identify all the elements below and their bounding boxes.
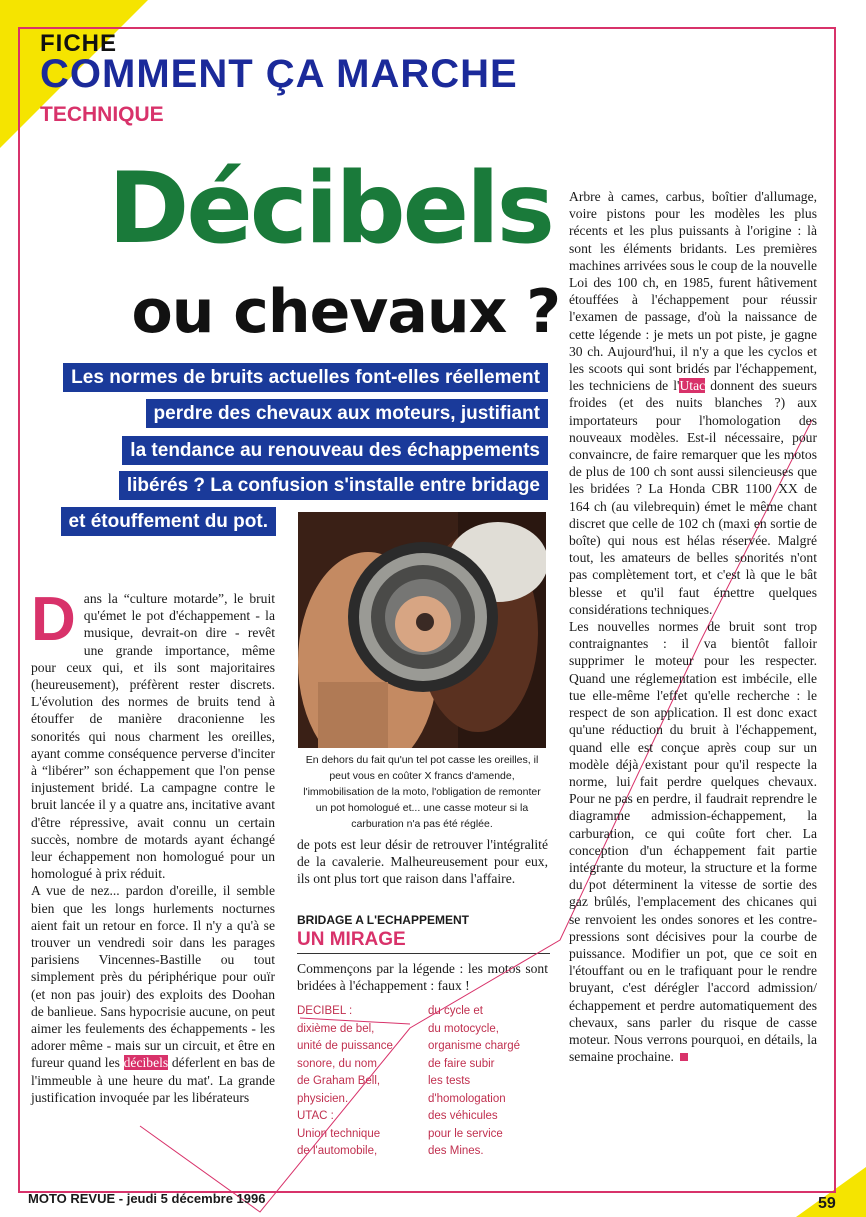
col3-paragraph-1-end: donnent des sueurs froides (et des nuits blanches ?) aux importateurs pour l'homologation des nouveaux modèles. Est-il nécessaire, pour convaincre, de faire remarquer que les motos de plus de 100 ch sont aussi silencieuses que les bridées ? La Honda CBR 1100 XX de 164 ch (au vilebrequin) émet le même chant discret que celle de 102 ch (maxi en sortie de boîte) qui nous est hélas réservée. Malgré tout, les amateurs de belles sonorités n'ont pas complètement tort, et c'est là que le bât blesse et qu'il faut émettre quelques considérations techniques. — [569, 378, 817, 617]
footer-issue: MOTO REVUE - jeudi 5 décembre 1996 — [28, 1191, 266, 1206]
glossary-line: sonore, du nom — [297, 1057, 377, 1070]
photo-caption: En dehors du fait qu'un tel pot casse les oreilles, il peut vous en coûter X francs d'amende, l'immobilisation de la moto, l'obligation de remonter un pot homologué et... une casse moteur si la carburation n'a pas été réglée. — [303, 754, 541, 830]
highlight-utac: Utac — [679, 378, 706, 394]
col2-text-2: Commençons par la légende : les motos sont bridées à l'échappement : faux ! — [297, 961, 548, 994]
article-subtitle: ou chevaux ? — [131, 277, 560, 347]
lead-line-5: et étouffement du pot. — [61, 507, 276, 536]
glossary-line: les tests — [428, 1075, 471, 1087]
drop-cap: D — [31, 585, 76, 654]
col1-paragraph-2-start: A vue de nez... pardon d'oreille, il semble bien que les longs hurlements nocturnes aient fait un retour en force. Il n'y a qu'à se trouver un vendredi soir dans les parages parisiens Vincennes-Bastille ou tout simplement près du périphérique pour ouïr (et non pas jouir) des exploits des Doohan de banlieue. Sans hypocrisie aucune, on peut aimer les feulements des échappements - les adorer même - mais sur un circuit, et être en fureur quand les — [31, 883, 275, 1071]
lead-line-1: Les normes de bruits actuelles font-elles réellement — [63, 363, 548, 392]
glossary-line: physicien. — [297, 1092, 349, 1105]
glossary-line: du cycle et — [428, 1005, 483, 1017]
glossary-line: de l'automobile, — [297, 1145, 378, 1157]
section-label-comment: COMMENT ÇA MARCHE — [40, 52, 518, 96]
lead-line-3: la tendance au renouveau des échappements — [122, 436, 548, 465]
glossary-line: organisme chargé — [428, 1040, 521, 1052]
column-3 — [569, 188, 817, 1065]
glossary-line: des Mines. — [428, 1145, 484, 1157]
leader-line-utac — [300, 1018, 410, 1024]
highlight-decibels: décibels — [123, 1055, 169, 1071]
glossary-line: UTAC : — [297, 1110, 334, 1122]
lead-line-2: perdre des chevaux aux moteurs, justifiant — [146, 399, 548, 428]
page-number: 59 — [818, 1195, 836, 1212]
glossary-line: de faire subir — [428, 1057, 495, 1070]
glossary-line: unité de puissance — [297, 1040, 393, 1052]
subhead-big: UN MIRAGE — [297, 929, 406, 950]
glossary-line: de Graham Bell, — [297, 1075, 381, 1087]
glossary-line: dixième de bel, — [297, 1022, 375, 1035]
end-mark — [680, 1053, 688, 1061]
col1-paragraph-2-end: déferlent en bas de l'immeuble à une heure du mat'. La grande justification invoquée par les libérateurs — [31, 1055, 276, 1105]
glossary-line: DECIBEL : — [297, 1005, 353, 1017]
glossary-line: des véhicules — [428, 1110, 498, 1122]
glossary-line: d'homologation — [428, 1092, 506, 1105]
section-label-fiche: FICHE — [40, 30, 117, 57]
subhead-small: BRIDAGE A L'ECHAPPEMENT — [297, 913, 469, 927]
col3-paragraph-1-start: Arbre à cames, carbus, boîtier d'allumage, voire pistons pour les modèles les plus récents et les plus puissants à l'origine : là sont les éléments bridants. Les premières machines arrivées sous le coup de la nouvelle Loi des 100 ch, en 1985, furent hâtivement étouffées à l'échappement pour réussir l'examen de passage, d'où la naissance de cette légende : je mets un pot piste, je gagne 30 ch. Aujourd'hui, il n'y a que les cyclos et les scoots qui sont bridés par l'échappement, les techniciens de l' — [569, 189, 817, 394]
section-label-technique: TECHNIQUE — [40, 103, 164, 126]
article-title: Décibels — [107, 152, 553, 266]
col2-text-1: de pots est leur désir de retrouver l'intégralité de la cavalerie. Malheureusement pour eux, ils ont plus tort que raison dans l'affaire. — [297, 837, 548, 887]
col3-paragraph-2: Les nouvelles normes de bruit sont trop contraignantes : il va bientôt falloir supprimer le moteur pour les respecter. Quand une réglementation est imbécile, elle tue elle-même l'effet qu'elle recherche : le respect de son application. Il est donc exact qu'une réduction du bruit à l'échappement, quand elle est conçue après coup sur un modèle déjà existant pour qu'il respecte la norme, lui fait perdre quelques chevaux. Pour ne pas en perdre, il faudrait reprendre le diagramme admission-échappement, la carburation, ce qui coûte fort cher. La conception d'un échappement fait partie intégrante du moteur, la structure et la forme du pot déterminent la vitesse de sortie des gaz brûlés, l'emplacement des chicanes qui se renvoient les ondes sonores et les contre-pressions sont décisives pour la courbe de puissance. Modifier un pot, que ce soit en l'étouffant ou en le trafiquant pour le rendre bruyant, c'est dérégler l'accord admission/échappement et perdre automatiquement des chevaux, sans parler du risque de casse moteur. Nous verrons pourquoi, en détails, la semaine prochaine. — [569, 619, 817, 1065]
glossary-line: du motocycle, — [428, 1022, 499, 1035]
glossary-line: Union technique — [297, 1127, 381, 1140]
col1-paragraph-1: ans la “culture motarde”, le bruit qu'émet le pot d'échappement - la musique, devrait-on dire - revêt une grande importance, même pour ceux qui, et ils sont majoritaires (heureusement), préfèrent rester discrets. L'évolution des normes de bruits tend à étouffer de manière draconienne les sonorités qui nous charment les oreilles, ayant comme conséquence perverse d'inciter à “libérer” son échappement que l'on pense injustement bridé. La campagne contre le bruit lancée il y a quatre ans, incitative avant d'être répressive, avait connu un certain succès, nombre de motards ayant échangé leur échappement non homologué pour un homologué à prix réduit. — [31, 591, 275, 882]
lead-line-4: libérés ? La confusion s'installe entre bridage — [119, 471, 548, 500]
glossary-line: pour le service — [428, 1127, 503, 1140]
